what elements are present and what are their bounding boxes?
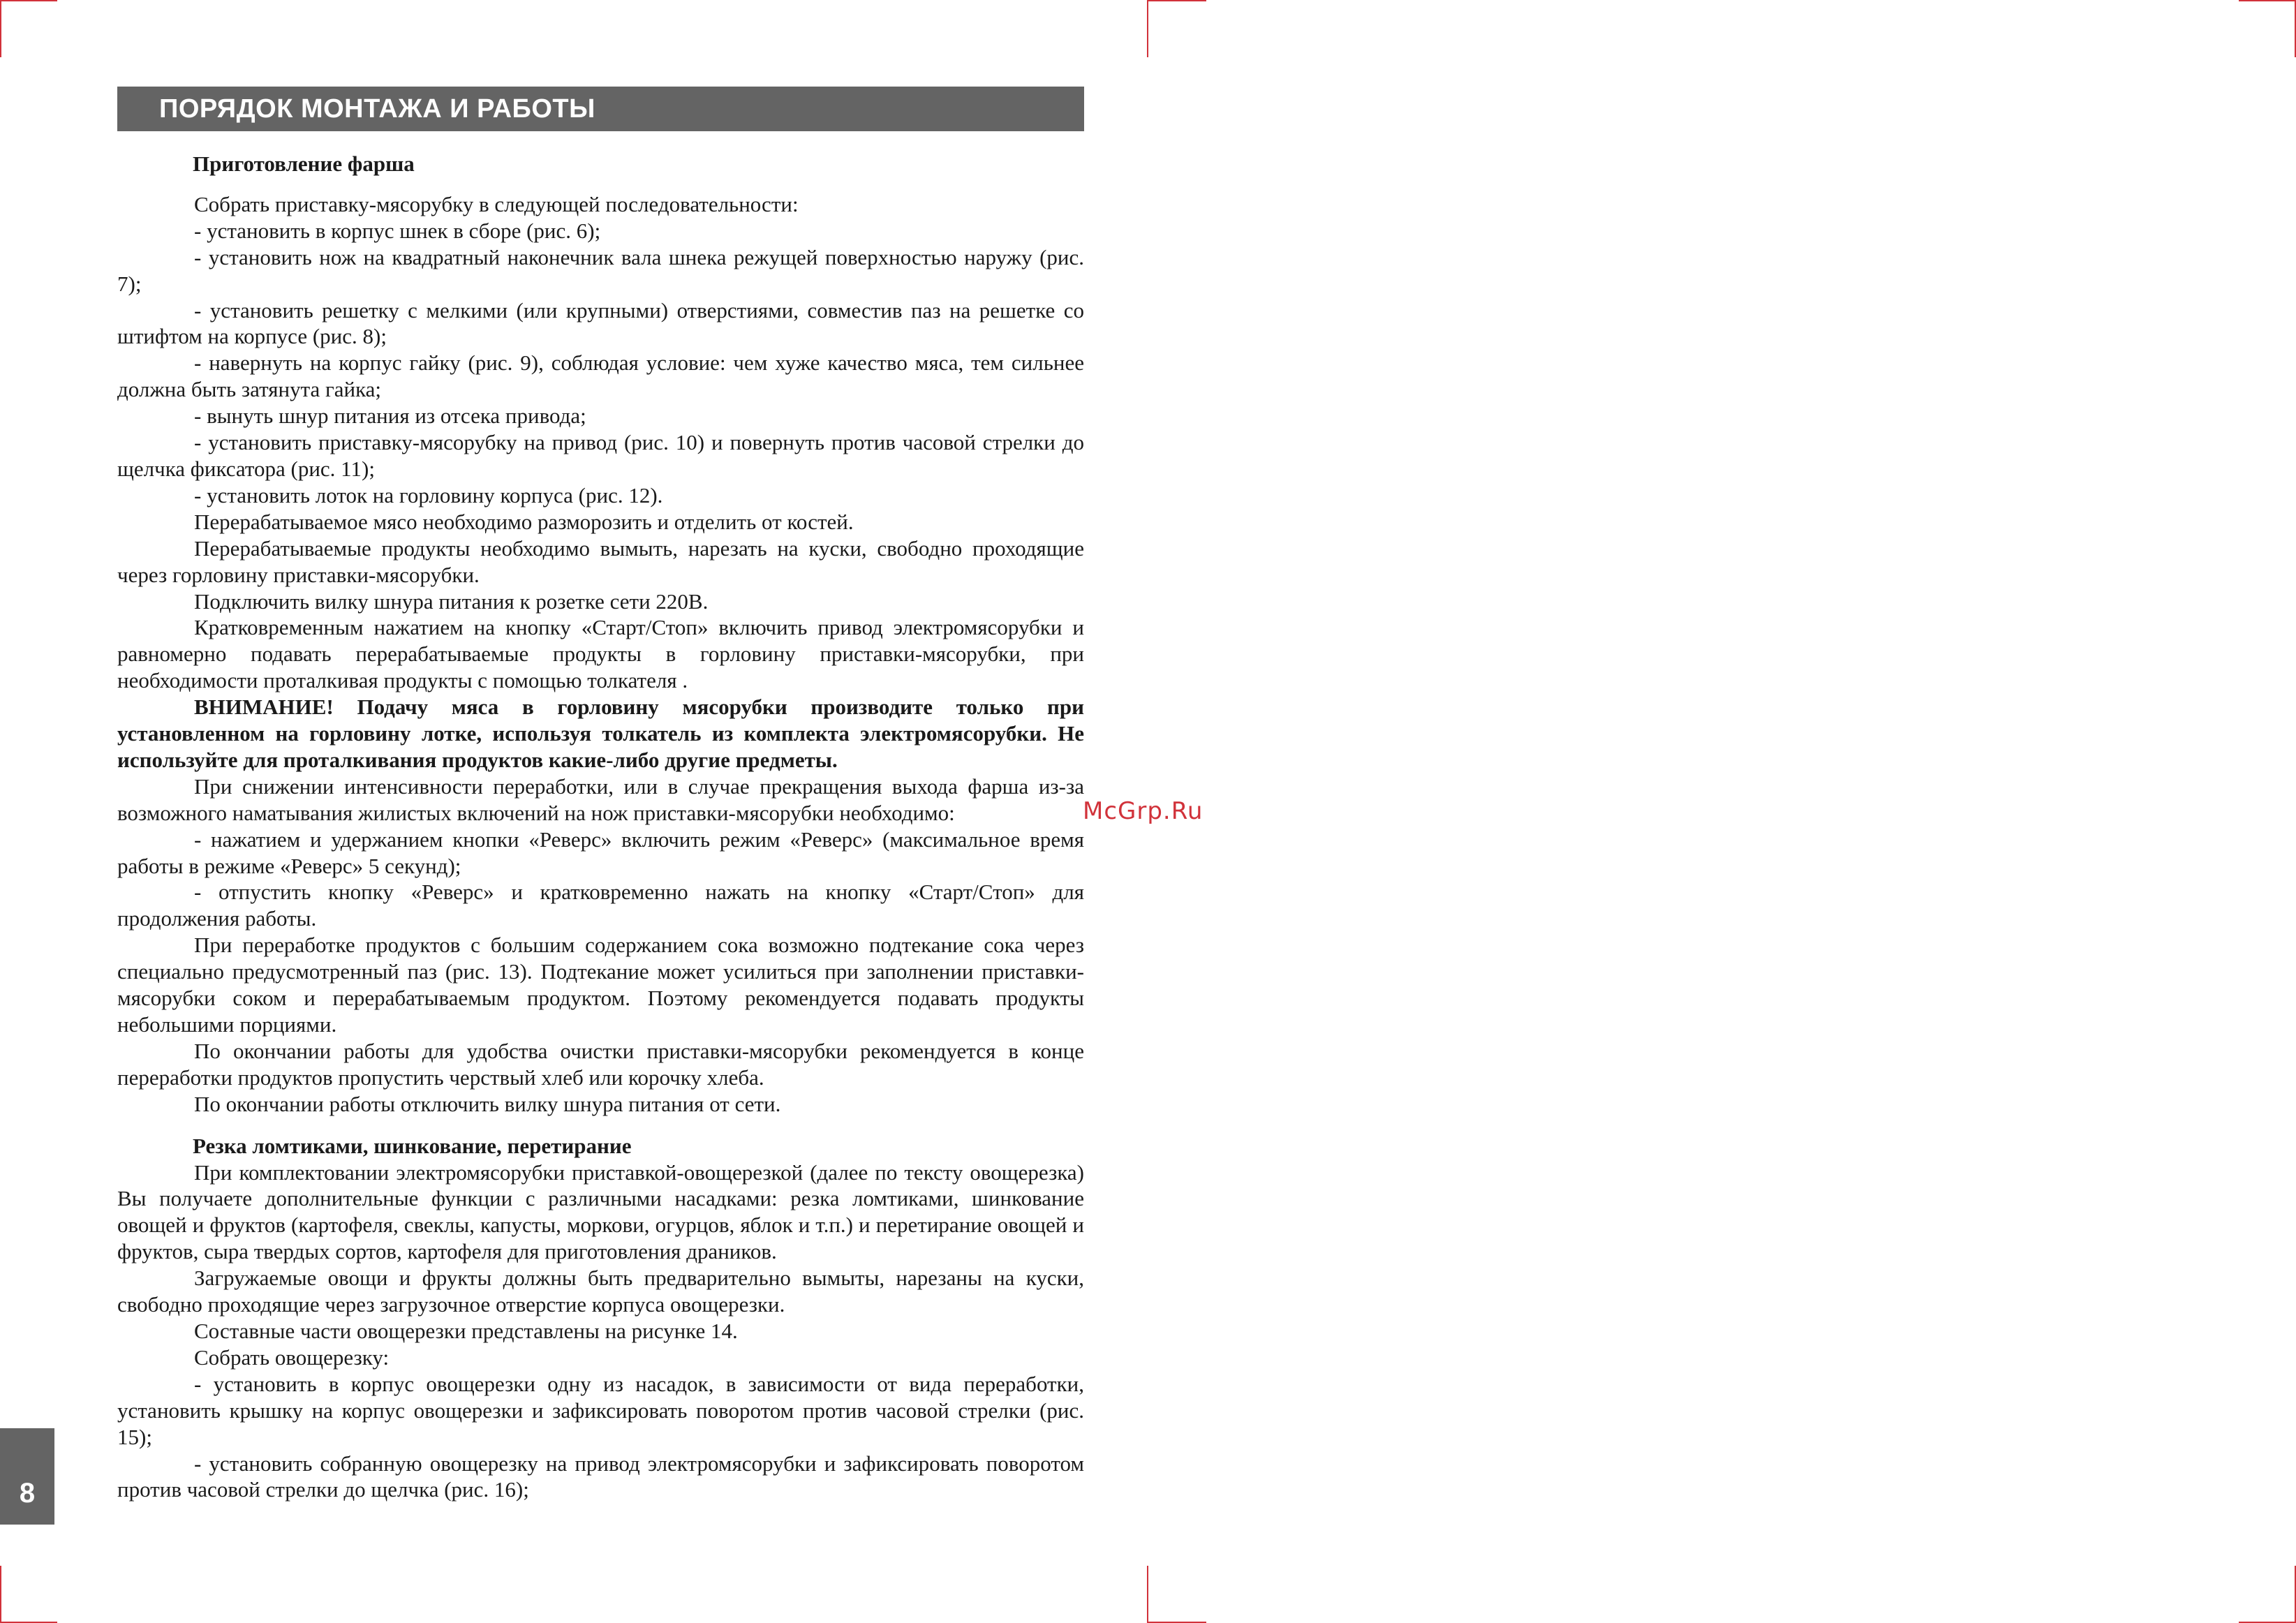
paragraph: - установить приставку-мясорубку на привод (рис. 10) и повернуть против часовой стрелки до щелчка фиксатора (рис. 11); xyxy=(117,430,1084,481)
crop-mark xyxy=(1147,0,1148,57)
paragraph: При переработке продуктов с большим содержанием сока возможно подтекание сока через специально предусмотренный паз (рис. 13). Подтекание может усилиться при заполнении приставки-мясорубки соком и перерабатываемым продуктом. Поэтому рекомендуется подавать продукты небольшими порциями. xyxy=(117,933,1084,1037)
paragraph: - установить решетку с мелкими (или крупными) отверстиями, совместив паз на решетке со штифтом на корпусе (рис. 8); xyxy=(117,297,1084,349)
page-number: 8 xyxy=(0,1428,54,1525)
watermark: McGrp.Ru xyxy=(1083,797,1203,825)
warning-paragraph: ВНИМАНИЕ! Подачу мяса в горловину мясорубки производите только при установленном на горловину лотке, используя толкатель из комплекта электромясорубки. Не используйте для проталкивания продуктов какие-либо другие предметы. xyxy=(117,695,1084,772)
page-header: ПОРЯДОК МОНТАЖА И РАБОТЫ xyxy=(117,87,1084,131)
paragraph: При комплектовании электромясорубки приставкой-овощерезкой (далее по тексту овощерезка) Вы получаете дополнительные функции с различными насадками: резка ломтиками, шинкование овощей и фруктов (картофеля, свеклы, капусты, моркови, огурцов, яблок и т.п.) и перетирание овощей и фруктов, сыра твердых сортов, картофеля для приготовления драников. xyxy=(117,1159,1084,1264)
paragraph: Собрать овощерезку: xyxy=(194,1344,390,1370)
paragraph: Кратковременным нажатием на кнопку «Старт/Стоп» включить привод электромясорубки и равномерно подавать перерабатываемые продукты в горловину приставки-мясорубки, при необходимости проталкивая продукты с помощью толкателя . xyxy=(117,615,1084,693)
paragraph: По окончании работы отключить вилку шнура питания от сети. xyxy=(194,1091,781,1116)
section-heading: Резка ломтиками, шинкование, перетирание xyxy=(193,1133,632,1158)
paragraph: - навернуть на корпус гайку (рис. 9), соблюдая условие: чем хуже качество мяса, тем сильнее должна быть затянута гайка; xyxy=(117,350,1084,402)
paragraph: Перерабатываемые продукты необходимо вымыть, нарезать на куски, свободно проходящие через горловину приставки-мясорубки. xyxy=(117,535,1084,587)
crop-mark xyxy=(0,0,1,57)
paragraph: - установить собранную овощерезку на привод электромясорубки и зафиксировать поворотом против часовой стрелки до щелчка (рис. 16); xyxy=(117,1451,1084,1502)
paragraph: - установить в корпус овощерезки одну из насадок, в зависимости от вида переработки, установить крышку на корпус овощерезки и зафиксировать поворотом против часовой стрелки (рис. 15); xyxy=(117,1371,1084,1449)
paragraph: - установить в корпус шнек в сборе (рис. 6); xyxy=(194,218,601,243)
crop-mark xyxy=(0,1566,1,1623)
paragraph: Загружаемые овощи и фрукты должны быть предварительно вымыты, нарезаны на куски, свободно проходящие через загрузочное отверстие корпуса овощерезки. xyxy=(117,1266,1084,1317)
paragraph: Составные части овощерезки представлены на рисунке 14. xyxy=(194,1318,738,1343)
document-body xyxy=(117,151,1084,1503)
paragraph: Перерабатываемое мясо необходимо разморозить и отделить от костей. xyxy=(194,509,854,534)
paragraph: По окончании работы для удобства очистки приставки-мясорубки рекомендуется в конце переработки продуктов пропустить черствый хлеб или корочку хлеба. xyxy=(117,1038,1084,1090)
crop-mark xyxy=(1148,0,1206,1)
paragraph: Собрать приставку-мясорубку в следующей последовательности: xyxy=(194,191,799,216)
section-heading: Приготовление фарша xyxy=(193,151,415,176)
crop-mark xyxy=(1147,1566,1148,1623)
crop-mark xyxy=(2239,0,2296,1)
paragraph: - установить нож на квадратный наконечник вала шнека режущей поверхностью наружу (рис. 7); xyxy=(117,244,1084,296)
paragraph: - нажатием и удержанием кнопки «Реверс» включить режим «Реверс» (максимальное время работы в режиме «Реверс» 5 секунд); xyxy=(117,827,1084,878)
crop-mark xyxy=(0,0,57,1)
paragraph: - отпустить кнопку «Реверс» и кратковременно нажать на кнопку «Старт/Стоп» для продолжения работы. xyxy=(117,880,1084,931)
paragraph: - установить лоток на горловину корпуса (рис. 12). xyxy=(194,482,663,507)
paragraph: При снижении интенсивности переработки, или в случае прекращения выхода фарша из-за возможного наматывания жилистых включений на нож приставки-мясорубки необходимо: xyxy=(117,773,1084,825)
paragraph: Подключить вилку шнура питания к розетке сети 220В. xyxy=(194,588,709,614)
paragraph: - вынуть шнур питания из отсека привода; xyxy=(194,403,586,429)
